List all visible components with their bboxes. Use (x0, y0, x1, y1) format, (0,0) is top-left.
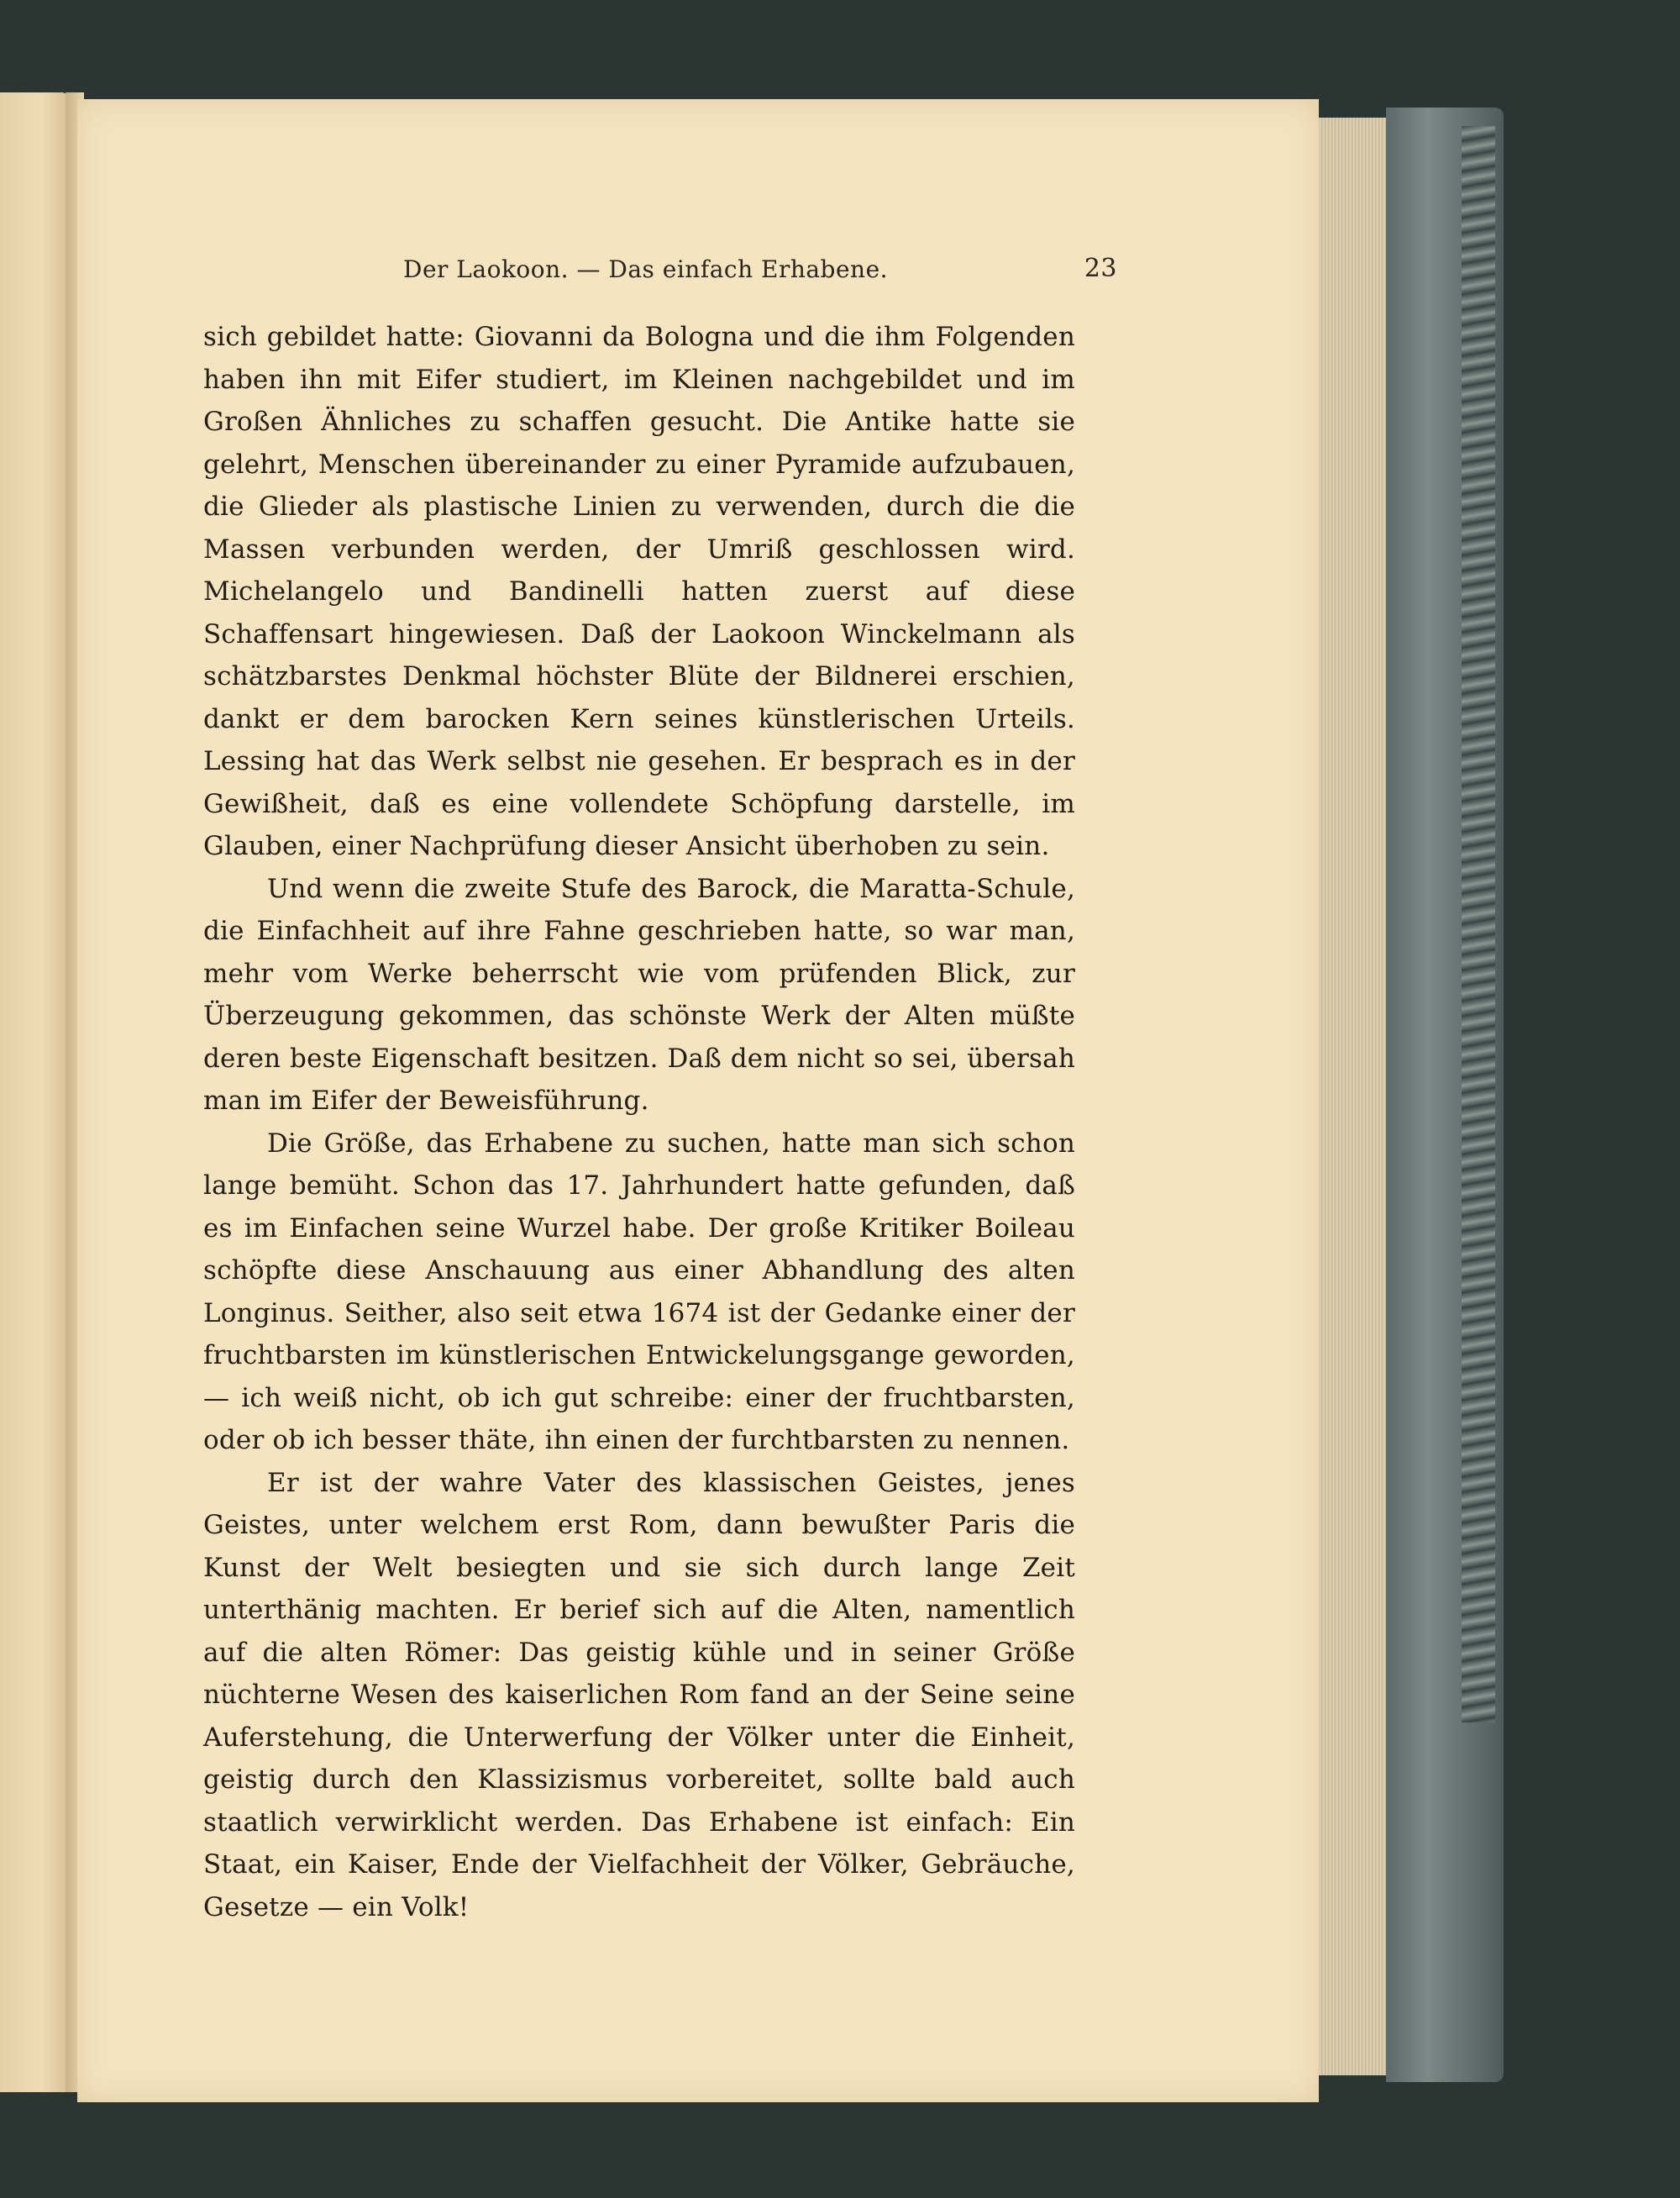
marbled-cover-strip (1462, 126, 1495, 1722)
paragraph: sich gebildet hatte: Giovanni da Bologna und die ihm Folgenden haben ihn mit Eifer studiert, im Kleinen nachgebildet und im Großen Ähnliches zu schaffen gesucht. Die Antike hatte sie gelehrt, Menschen übereinander zu einer Pyramide aufzubauen, die Glieder als plastische Linien zu verwenden, durch die die Massen verbunden werden, der Umriß geschlossen wird. Michelangelo und Bandinelli hatten zuerst auf diese Schaffensart hingewiesen. Daß der Laokoon Winckelmann als schätzbarstes Denkmal höchster Blüte der Bildnerei erschien, dankt er dem barocken Kern seines künstlerischen Urteils. Lessing hat das Werk selbst nie gesehen. Er besprach es in der Gewißheit, daß es eine vollendete Schöpfung darstelle, im Glauben, einer Nachprüfung dieser Ansicht überhoben zu sein. (203, 322, 1075, 861)
paragraph: Er ist der wahre Vater des klassischen Geistes, jenes Geistes, unter welchem erst Rom, dann bewußter Paris die Kunst der Welt besiegten und sie sich durch lange Zeit unterthänig machten. Er berief sich auf die Alten, namentlich auf die alten Römer: Das geistig kühle und in seiner Größe nüchterne Wesen des kaiserlichen Rom fand an der Seine seine Auferstehung, die Unterwerfung der Völker unter die Einheit, geistig durch den Klassizismus vorbereitet, sollte bald auch staatlich verwirklicht werden. Das Erhabene ist einfach: Ein Staat, ein Kaiser, Ende der Vielfachheit der Völker, Gebräuche, Gesetze — ein Volk! (203, 1467, 1075, 1922)
page-number: 23 (1084, 254, 1117, 283)
facing-page-edge (0, 92, 67, 2092)
running-header (126, 249, 1117, 291)
paragraph: Und wenn die zweite Stufe des Barock, die Maratta-Schule, die Einfachheit auf ihre Fahne geschrieben hatte, so war man, mehr vom Werke beherrscht wie vom prüfenden Blick, zur Überzeugung gekommen, das schönste Werk der Alten müßte deren beste Eigenschaft besitzen. Daß dem nicht so sei, übersah man im Eifer der Beweisführung. (203, 873, 1075, 1116)
paragraph: Die Größe, das Erhabene zu suchen, hatte man sich schon lange bemüht. Schon das 17. Jahrhundert hatte gefunden, daß es im Einfachen seine Wurzel habe. Der große Kritiker Boileau schöpfte diese Anschauung aus einer Abhandlung des alten Longinus. Seither, also seit etwa 1674 ist der Gedanke einer der fruchtbarsten im künstlerischen Entwickelungsgange geworden, — ich weiß nicht, ob ich gut schreibe: einer der fruchtbarsten, oder ob ich besser thäte, ihn einen der furchtbarsten zu nennen. (203, 1128, 1075, 1455)
page-block-edges (1319, 118, 1386, 2075)
running-title: Der Laokoon. — Das einfach Erhabene. (403, 255, 889, 283)
body-text (203, 316, 1075, 1928)
